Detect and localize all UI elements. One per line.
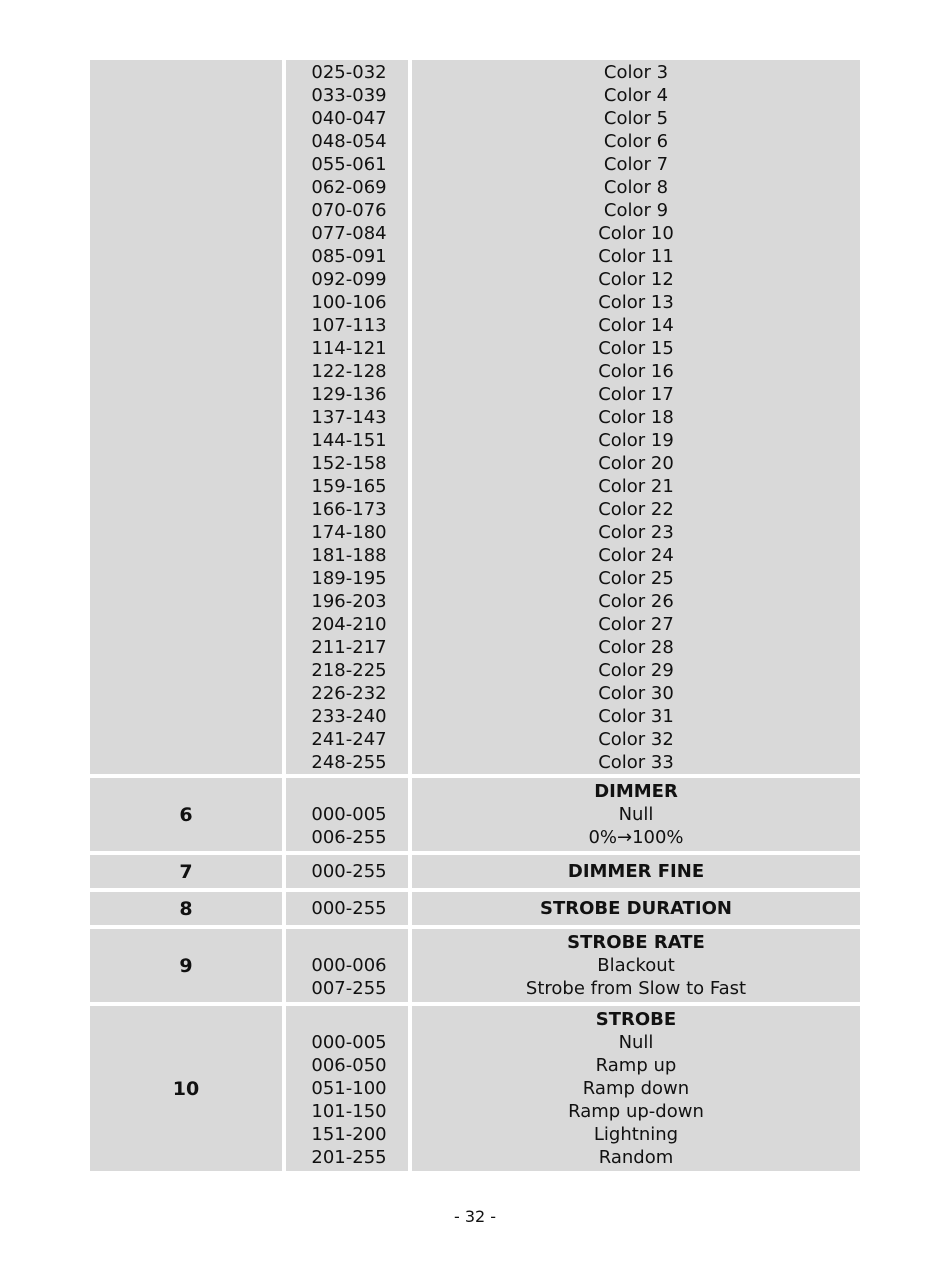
dmx-range: 040-047 — [311, 108, 387, 129]
dmx-range: 137-143 — [311, 407, 387, 428]
dmx-range: 101-150 — [311, 1101, 387, 1122]
channel-number-cell — [90, 778, 286, 855]
channel-cell — [90, 60, 286, 778]
dmx-range: 144-151 — [311, 430, 387, 451]
dmx-range: 085-091 — [311, 246, 387, 267]
dmx-range: 000-006 — [311, 955, 387, 976]
dmx-range: 007-255 — [311, 978, 387, 999]
page-number: - 32 - — [453, 1207, 497, 1226]
function-label: Color 24 — [598, 545, 674, 566]
channel-number: 6 — [179, 803, 193, 826]
function-cell — [412, 855, 860, 892]
function-label: Color 22 — [598, 499, 674, 520]
channel-number-cell — [90, 855, 286, 892]
dmx-range-cell — [286, 929, 412, 1006]
function-label: Color 14 — [598, 315, 674, 336]
function-label: Lightning — [593, 1124, 679, 1145]
table-row-channel-6 — [90, 778, 860, 855]
function-label: Color 25 — [598, 568, 674, 589]
dmx-range: 114-121 — [311, 338, 387, 359]
function-heading: DIMMER FINE — [567, 861, 705, 882]
function-label: Color 8 — [603, 177, 669, 198]
range-spacer — [286, 931, 408, 954]
function-label: Color 23 — [598, 522, 674, 543]
channel-number: 10 — [172, 1077, 200, 1100]
function-label: Color 12 — [598, 269, 674, 290]
function-label: Color 21 — [598, 476, 674, 497]
function-label: Color 27 — [598, 614, 674, 635]
dmx-range: 201-255 — [311, 1147, 387, 1168]
dmx-range-cell — [286, 778, 412, 855]
dmx-range: 000-005 — [311, 1032, 387, 1053]
channel-number-cell — [90, 929, 286, 1006]
dmx-range: 204-210 — [311, 614, 387, 635]
function-heading: STROBE DURATION — [540, 898, 732, 919]
dmx-range: 159-165 — [311, 476, 387, 497]
function-cell — [412, 929, 860, 1006]
function-label: Color 5 — [603, 108, 669, 129]
channel-number-cell — [90, 1006, 286, 1175]
dmx-range: 189-195 — [311, 568, 387, 589]
function-cell — [412, 778, 860, 855]
dmx-range: 181-188 — [311, 545, 387, 566]
function-label: Color 28 — [598, 637, 674, 658]
channel-number: 7 — [179, 860, 193, 883]
dmx-range: 006-050 — [311, 1055, 387, 1076]
function-label: Strobe from Slow to Fast — [525, 978, 747, 999]
dmx-range: 000-255 — [311, 898, 387, 919]
dmx-range: 248-255 — [311, 752, 387, 773]
function-cell — [412, 892, 860, 929]
function-label: Color 15 — [598, 338, 674, 359]
dmx-range: 092-099 — [311, 269, 387, 290]
dmx-range: 000-255 — [311, 861, 387, 882]
function-label: Color 20 — [598, 453, 674, 474]
function-label: Ramp up — [595, 1055, 677, 1076]
function-label: Ramp down — [582, 1078, 690, 1099]
channel-number: 8 — [179, 897, 193, 920]
dmx-range: 025-032 — [311, 62, 387, 83]
table-row-channel-10 — [90, 1006, 860, 1175]
dmx-range: 174-180 — [311, 522, 387, 543]
dmx-range: 166-173 — [311, 499, 387, 520]
function-label: Color 33 — [598, 752, 674, 773]
dmx-range: 218-225 — [311, 660, 387, 681]
dmx-range: 107-113 — [311, 315, 387, 336]
function-label: Color 3 — [603, 62, 669, 83]
function-label: Color 9 — [603, 200, 669, 221]
dmx-range: 151-200 — [311, 1124, 387, 1145]
dmx-range: 100-106 — [311, 292, 387, 313]
dmx-range-cell — [286, 892, 412, 929]
function-label: Ramp up-down — [568, 1101, 704, 1122]
dmx-range-cell — [286, 1006, 412, 1175]
function-label: Color 29 — [598, 660, 674, 681]
dmx-range: 233-240 — [311, 706, 387, 727]
function-label: Color 7 — [603, 154, 669, 175]
channel-number-cell — [90, 892, 286, 929]
function-label: Color 31 — [598, 706, 674, 727]
function-label: Blackout — [597, 955, 675, 976]
function-label: Null — [618, 1032, 654, 1053]
dmx-range: 051-100 — [311, 1078, 387, 1099]
dmx-range: 241-247 — [311, 729, 387, 750]
table-row-color-continuation — [90, 60, 860, 778]
function-cell — [412, 1006, 860, 1175]
dmx-range-cell — [286, 855, 412, 892]
dmx-range: 077-084 — [311, 223, 387, 244]
dmx-range: 033-039 — [311, 85, 387, 106]
dmx-range: 129-136 — [311, 384, 387, 405]
dmx-range: 062-069 — [311, 177, 387, 198]
function-cell — [412, 60, 860, 778]
function-label: Random — [598, 1147, 674, 1168]
function-label: Color 11 — [598, 246, 674, 267]
function-label: Color 18 — [598, 407, 674, 428]
function-label: Color 16 — [598, 361, 674, 382]
function-label: Color 6 — [603, 131, 669, 152]
channel-number: 9 — [179, 954, 193, 977]
function-label: Color 17 — [598, 384, 674, 405]
dmx-range: 226-232 — [311, 683, 387, 704]
table-row-channel-8 — [90, 892, 860, 929]
range-spacer — [286, 1008, 408, 1031]
dmx-channel-table — [90, 60, 860, 1175]
dmx-range: 048-054 — [311, 131, 387, 152]
table-row-channel-7 — [90, 855, 860, 892]
dmx-channel-table-body — [90, 60, 860, 1175]
function-label: Color 26 — [598, 591, 674, 612]
function-label: Color 4 — [603, 85, 669, 106]
dmx-range: 000-005 — [311, 804, 387, 825]
function-label: Color 10 — [598, 223, 674, 244]
function-label: Color 32 — [598, 729, 674, 750]
dmx-range: 055-061 — [311, 154, 387, 175]
dmx-range: 211-217 — [311, 637, 387, 658]
function-label: Color 19 — [598, 430, 674, 451]
function-heading: STROBE — [595, 1009, 677, 1030]
dmx-range: 196-203 — [311, 591, 387, 612]
function-heading: DIMMER — [594, 781, 678, 802]
range-spacer — [286, 780, 408, 803]
dmx-range: 070-076 — [311, 200, 387, 221]
function-label: 0%→100% — [588, 827, 684, 848]
dmx-range: 006-255 — [311, 827, 387, 848]
dmx-range-cell — [286, 60, 412, 778]
function-label: Null — [618, 804, 654, 825]
dmx-range: 122-128 — [311, 361, 387, 382]
function-heading: STROBE RATE — [567, 932, 705, 953]
function-label: Color 30 — [598, 683, 674, 704]
table-row-channel-9 — [90, 929, 860, 1006]
dmx-range: 152-158 — [311, 453, 387, 474]
function-label: Color 13 — [598, 292, 674, 313]
